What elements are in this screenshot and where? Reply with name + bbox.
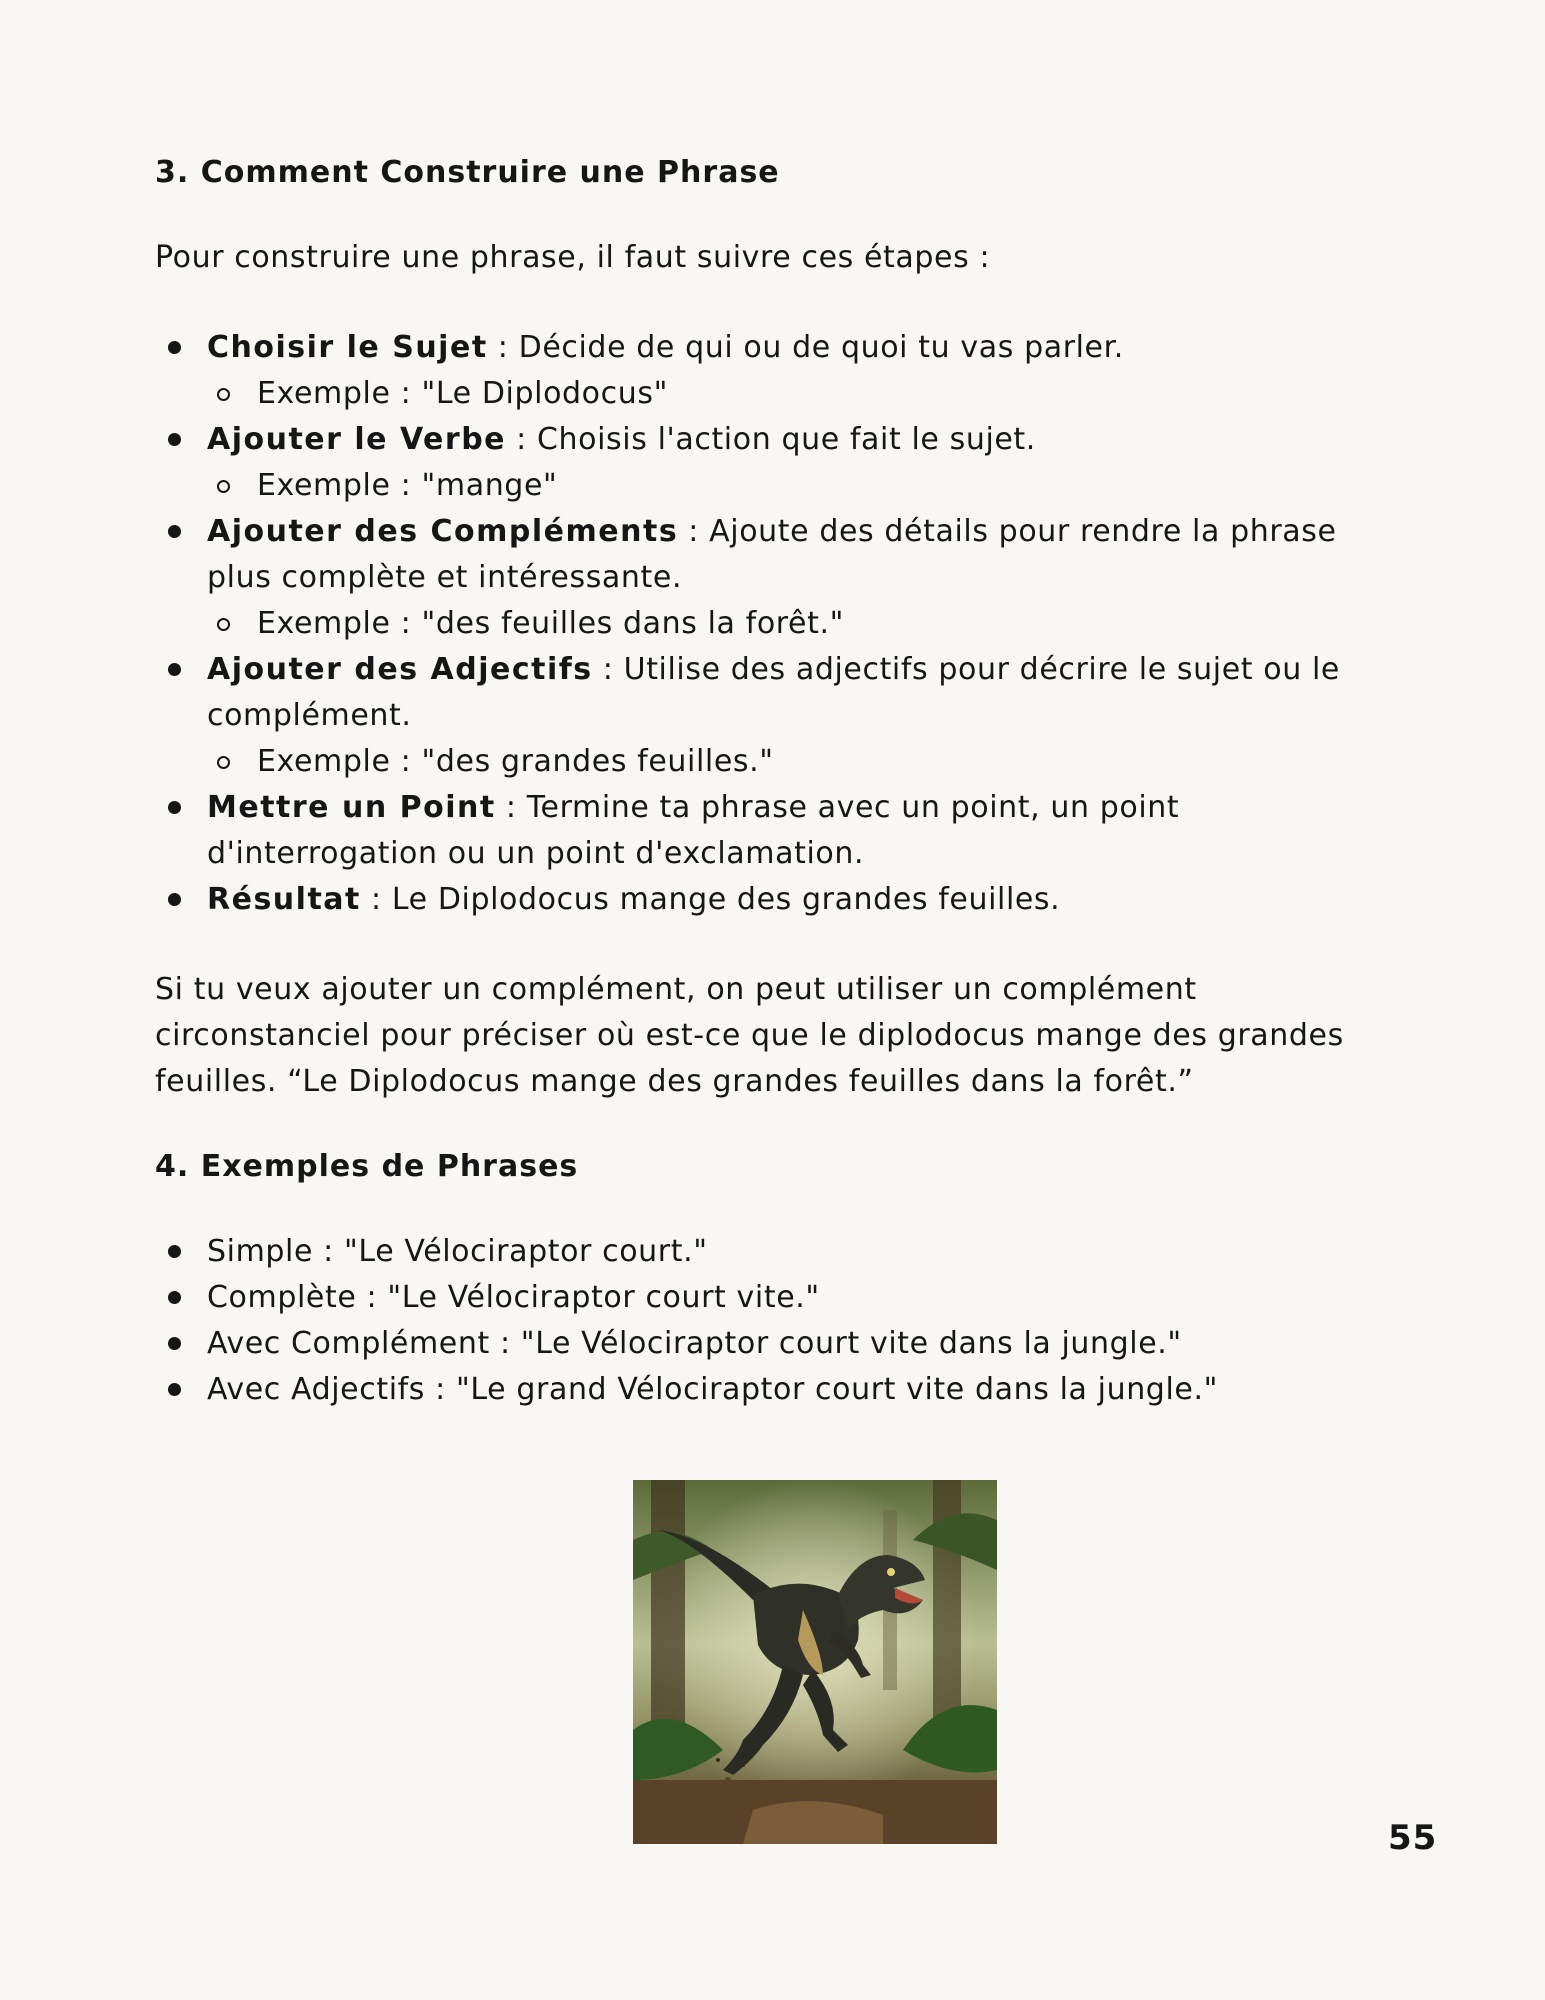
step-label: Mettre un Point: [207, 790, 496, 825]
step-label: Ajouter des Compléments: [207, 514, 679, 549]
document-page: [155, 150, 1355, 1413]
steps-list: [155, 325, 1355, 923]
list-item: Avec Adjectifs : "Le grand Vélociraptor court vite dans la jungle.": [155, 1367, 1355, 1413]
list-item: Avec Complément : "Le Vélociraptor court vite dans la jungle.": [155, 1321, 1355, 1367]
step-label: Résultat: [207, 882, 361, 917]
list-item: Ajouter des Compléments : Ajoute des détails pour rendre la phrase plus complète et intéressante. Exemple : "des feuilles dans la forêt.": [155, 509, 1355, 647]
velociraptor-illustration: [633, 1480, 997, 1844]
list-item: Choisir le Sujet : Décide de qui ou de quoi tu vas parler. Exemple : "Le Diplodocus": [155, 325, 1355, 417]
step-text: Choisis l'action que fait le sujet.: [537, 422, 1036, 457]
section-3-intro: Pour construire une phrase, il faut suivre ces étapes :: [155, 240, 991, 275]
step-text: Ajoute des détails pour rendre la phrase plus complète et intéressante.: [207, 514, 1337, 595]
example-item: Exemple : "des feuilles dans la forêt.": [207, 601, 1355, 647]
step-label: Ajouter le Verbe: [207, 422, 507, 457]
list-item: Ajouter des Adjectifs : Utilise des adjectifs pour décrire le sujet ou le complément. Exemple : "des grandes feuilles.": [155, 647, 1355, 785]
list-item: Résultat : Le Diplodocus mange des grandes feuilles.: [155, 877, 1355, 923]
step-text: Décide de qui ou de quoi tu vas parler.: [518, 330, 1124, 365]
example-item: Exemple : "Le Diplodocus": [207, 371, 1355, 417]
example-item: Exemple : "des grandes feuilles.": [207, 739, 1355, 785]
list-item: Complète : "Le Vélociraptor court vite.": [155, 1275, 1355, 1321]
section-3-heading: 3. Comment Construire une Phrase: [155, 155, 780, 190]
list-item: Ajouter le Verbe : Choisis l'action que fait le sujet. Exemple : "mange": [155, 417, 1355, 509]
step-text: Le Diplodocus mange des grandes feuilles.: [391, 882, 1061, 917]
list-item: Mettre un Point : Termine ta phrase avec un point, un point d'interrogation ou un point d'exclamation.: [155, 785, 1355, 877]
page-number: 55: [1388, 1818, 1438, 1858]
section-4-heading: 4. Exemples de Phrases: [155, 1149, 579, 1184]
section-3-paragraph: Si tu veux ajouter un complément, on peut utiliser un complément circonstanciel pour préciser où est-ce que le diplodocus mange des grandes feuilles. “Le Diplodocus mange des grandes feuilles dans la forêt.”: [155, 972, 1344, 1099]
example-item: Exemple : "mange": [207, 463, 1355, 509]
step-label: Choisir le Sujet: [207, 330, 488, 365]
step-text: Termine ta phrase avec un point, un point d'interrogation ou un point d'exclamation.: [207, 790, 1180, 871]
step-label: Ajouter des Adjectifs: [207, 652, 593, 687]
examples-list: [155, 1229, 1355, 1413]
step-text: Utilise des adjectifs pour décrire le sujet ou le complément.: [207, 652, 1340, 733]
list-item: Simple : "Le Vélociraptor court.": [155, 1229, 1355, 1275]
